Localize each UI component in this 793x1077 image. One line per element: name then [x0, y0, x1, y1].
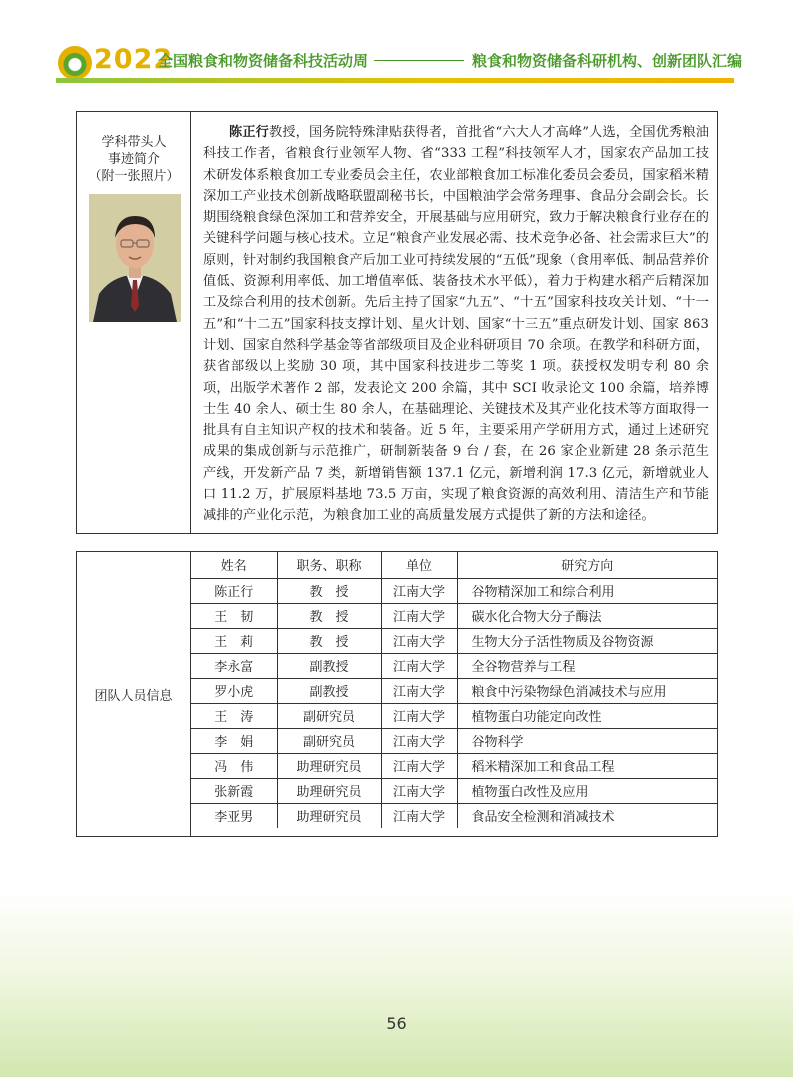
table-row [191, 628, 717, 653]
grain-logo-icon [58, 46, 92, 80]
leader-bio [203, 122, 709, 527]
table-row [191, 753, 717, 778]
member-name: 陈正行 [191, 578, 277, 603]
footer-decoration [0, 890, 793, 1077]
member-unit: 江南大学 [381, 603, 457, 628]
member-name: 罗小虎 [191, 678, 277, 703]
member-research: 稻米精深加工和食品工程 [457, 753, 717, 778]
table-row [191, 603, 717, 628]
leader-bio-text: 教授，国务院特殊津贴获得者，首批省“六大人才高峰”人选，全国优秀粮油科技工作者，省粮食行业领军人物、省“333 工程”科技领军人才，国家农产品加工技术研发体系粮食加工专业委员会主任，农业部粮食加工标准化委员会委员，国家稻米精深加工产业技术创新战略联盟副秘书长，中国粮油学会常务理事、食品分会副会长。长期围绕粮食绿色深加工和营养安全，开展基础与应用研究，致力于解决粮食行业存在的关键科学问题与核心技术。立足“粮食产业发展必需、技术竞争必备、社会需求巨大”的原则，针对制约我国粮食产后加工业可持续发展的“五低”现象（食用率低、制品营养价值低、资源利用率低、加工增值率低、装备技术水平低），着力于构建水稻产后精深加工及综合利用的技术创新。先后主持了国家“九五”、“十五”国家科技攻关计划、“十一五”和“十二五”国家科技支撑计划、星火计划、国家“十三五”重点研发计划、国家 863 计划、国家自然科学基金等省部级项目及企业科研项目 70 余项。在教学和科研方面，获省部级以上奖励 30 项，其中国家科技进步二等奖 1 项。获授权发明专利 80 余项，出版学术著作 2 部，发表论文 200 余篇，其中 SCI 收录论文 100 余篇，培养博士生 40 余人、硕士生 80 余人，在基础理论、关键技术及其产业化技术等方面取得一批具有自主知识产权的技术和装备。近 5 年，主要采用产学研用方式，通过上述研究成果的集成创新与示范推广，研制新装备 9 台 / 套，在 26 家企业新建 28 条示范生产线，开发新产品 7 类，新增销售额 137.1 亿元，新增利润 17.3 亿元，新增就业人口 11.2 万，扩展原料基地 73.5 万亩，实现了粮食资源的高效利用、清洁生产和节能减排的产业化示范，为粮食加工业的高质量发展方式提供了新的方法和途径。 [203, 125, 709, 524]
table-row [191, 578, 717, 603]
member-name: 冯 伟 [191, 753, 277, 778]
member-research: 食品安全检测和消减技术 [471, 810, 615, 826]
member-research: 植物蛋白功能定向改性 [457, 703, 717, 728]
header-divider [374, 60, 464, 61]
team-label: 团队人员信息 [77, 552, 191, 836]
member-research: 全谷物营养与工程 [457, 653, 717, 678]
member-name: 李亚男 [191, 803, 277, 828]
member-unit: 江南大学 [381, 703, 457, 728]
member-title: 教 授 [277, 603, 381, 628]
member-title: 副研究员 [277, 703, 381, 728]
member-name: 王 韧 [191, 603, 277, 628]
member-research: 谷物科学 [457, 728, 717, 753]
team-table-header [191, 552, 717, 578]
header-year: 2022 [94, 44, 174, 75]
member-name: 王 莉 [191, 628, 277, 653]
member-name: 张新霞 [191, 778, 277, 803]
member-title: 教 授 [277, 578, 381, 603]
page-number: 56 [386, 1014, 407, 1033]
member-unit: 江南大学 [381, 753, 457, 778]
member-name: 王 涛 [191, 703, 277, 728]
leader-label-cell [77, 112, 191, 533]
table-row [191, 703, 717, 728]
column-header: 研究方向 [457, 552, 717, 578]
leader-section [76, 111, 718, 534]
leader-name: 陈正行 [229, 125, 269, 140]
member-unit: 江南大学 [381, 728, 457, 753]
table-row [191, 728, 717, 753]
member-unit: 江南大学 [381, 578, 457, 603]
table-row [191, 678, 717, 703]
column-header: 姓名 [191, 552, 277, 578]
publication-title: 粮食和物资储备科研机构、创新团队汇编 [472, 52, 743, 70]
leader-heading [77, 134, 191, 185]
column-header: 职务、职称 [277, 552, 381, 578]
member-title: 助理研究员 [277, 778, 381, 803]
team-section [76, 551, 718, 837]
member-research: 生物大分子活性物质及谷物资源 [457, 628, 717, 653]
table-row [191, 803, 717, 828]
member-research: 植物蛋白改性及应用 [457, 778, 717, 803]
leader-heading-line: 事迹简介 [107, 152, 160, 167]
member-title: 助理研究员 [277, 753, 381, 778]
team-table [191, 552, 717, 828]
member-research: 粮食中污染物绿色消减技术与应用 [457, 678, 717, 703]
member-unit: 江南大学 [381, 778, 457, 803]
member-unit: 江南大学 [381, 653, 457, 678]
portrait-photo [89, 194, 181, 322]
member-name: 李永富 [191, 653, 277, 678]
member-title: 副研究员 [277, 728, 381, 753]
member-title: 教 授 [277, 628, 381, 653]
event-title: 全国粮食和物资储备科技活动周 [158, 52, 369, 70]
member-title: 副教授 [277, 653, 381, 678]
column-header: 单位 [381, 552, 457, 578]
page-header [0, 0, 793, 90]
leader-heading-line: （附一张照片） [88, 169, 180, 184]
header-color-bar [56, 78, 734, 83]
member-unit: 江南大学 [381, 628, 457, 653]
member-unit: 江南大学 [381, 803, 457, 828]
member-name: 李 娟 [191, 728, 277, 753]
table-row [191, 778, 717, 803]
member-title: 副教授 [277, 678, 381, 703]
table-row [191, 653, 717, 678]
member-research: 碳水化合物大分子酶法 [457, 603, 717, 628]
member-research: 谷物精深加工和综合利用 [457, 578, 717, 603]
leader-heading-line: 学科带头人 [101, 135, 167, 150]
member-title: 助理研究员 [277, 803, 381, 828]
member-unit: 江南大学 [381, 678, 457, 703]
